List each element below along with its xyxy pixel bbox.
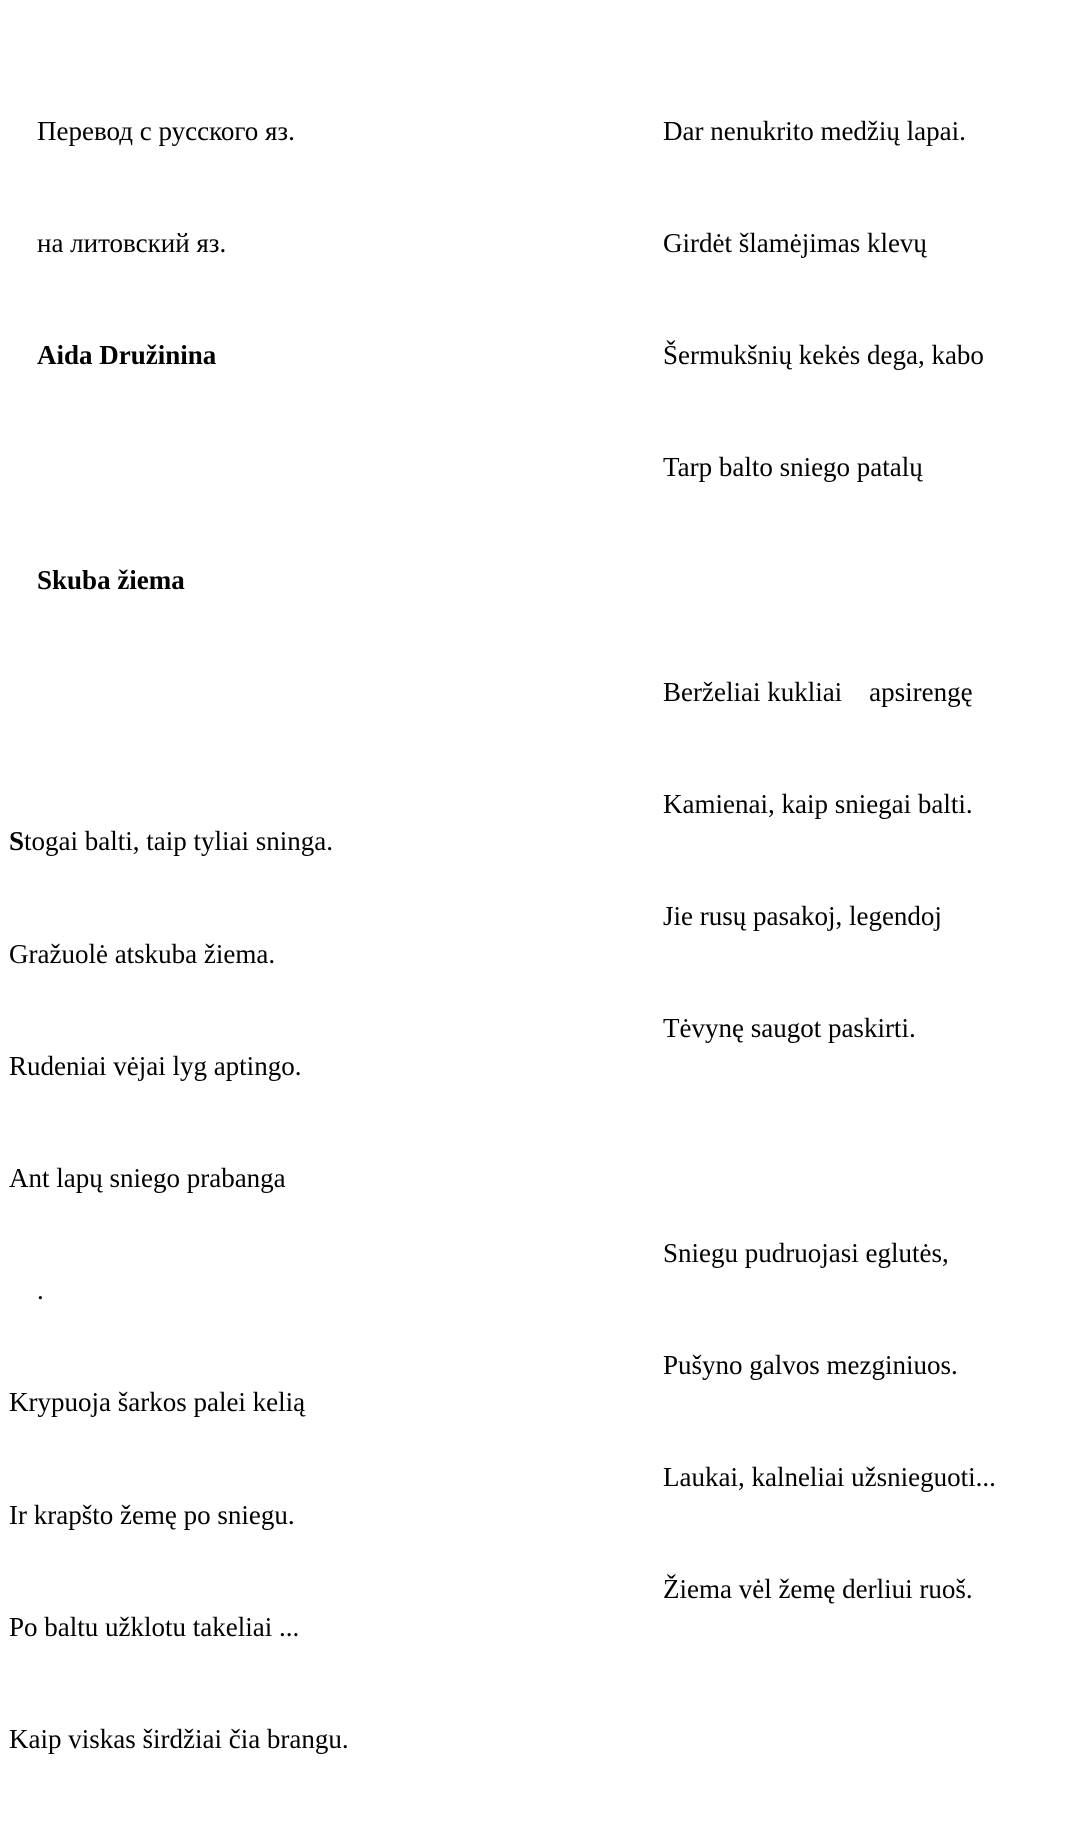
- poem-line: Ant lapų sniego prabanga: [9, 1163, 286, 1194]
- poem-line: Dar nenukrito medžių lapai.: [663, 115, 966, 146]
- translation-note-line-2: на литовский яз.: [37, 228, 227, 259]
- poem-line: .: [37, 1275, 44, 1306]
- poem-line: Rudeniai vėjai lyg aptingo.: [9, 1050, 302, 1081]
- poem-line: Gražuolė atskuba žiema.: [9, 938, 276, 969]
- poem-line: Sniegu pudruojasi eglutės,: [663, 1237, 949, 1268]
- poem-line: Kaip viskas širdžiai čia brangu.: [9, 1724, 349, 1755]
- author-name: Aida Družinina: [37, 340, 217, 371]
- poem-line: Pušyno galvos mezginiuos.: [663, 1350, 958, 1381]
- poem-line: Laukai, kalneliai užsnieguoti...: [663, 1462, 996, 1493]
- poem-line: [9, 823, 569, 860]
- poem-line-rest: togai balti, taip tyliai sninga.: [24, 826, 333, 857]
- poem-line: Žiema vėl žemę derliui ruoš.: [663, 1574, 973, 1605]
- poem-line: Girdėt šlamėjimas klevų: [663, 228, 927, 259]
- poem-line: Kamienai, kaip sniegai balti.: [663, 789, 973, 820]
- poem-line: Krypuoja šarkos palei kelią: [9, 1387, 306, 1418]
- spacer: [663, 1123, 1063, 1160]
- poem-line: Tėvynę saugot paskirti.: [663, 1013, 916, 1044]
- poem-title: Skuba žiema: [37, 564, 185, 595]
- poem-line: Po baltu užklotu takeliai ...: [9, 1611, 300, 1642]
- poem-line: Ir krapšto žemę po sniegu.: [9, 1499, 295, 1530]
- spacer: [663, 562, 1063, 599]
- left-column: [9, 38, 569, 1833]
- drop-letter: S: [9, 826, 25, 857]
- poem-line: Šermukšnių kekės dega, kabo: [663, 340, 984, 371]
- right-column: [663, 38, 1063, 1684]
- poem-line: Berželiai kukliai apsirengę: [663, 676, 973, 707]
- translation-note-line-1: Перевод с русского яз.: [37, 115, 295, 146]
- poem-line: Jie rusų pasakoj, legendoj: [663, 901, 942, 932]
- spacer: [9, 449, 569, 486]
- poem-line: Tarp balto sniego patalų: [663, 452, 923, 483]
- spacer: [9, 674, 569, 711]
